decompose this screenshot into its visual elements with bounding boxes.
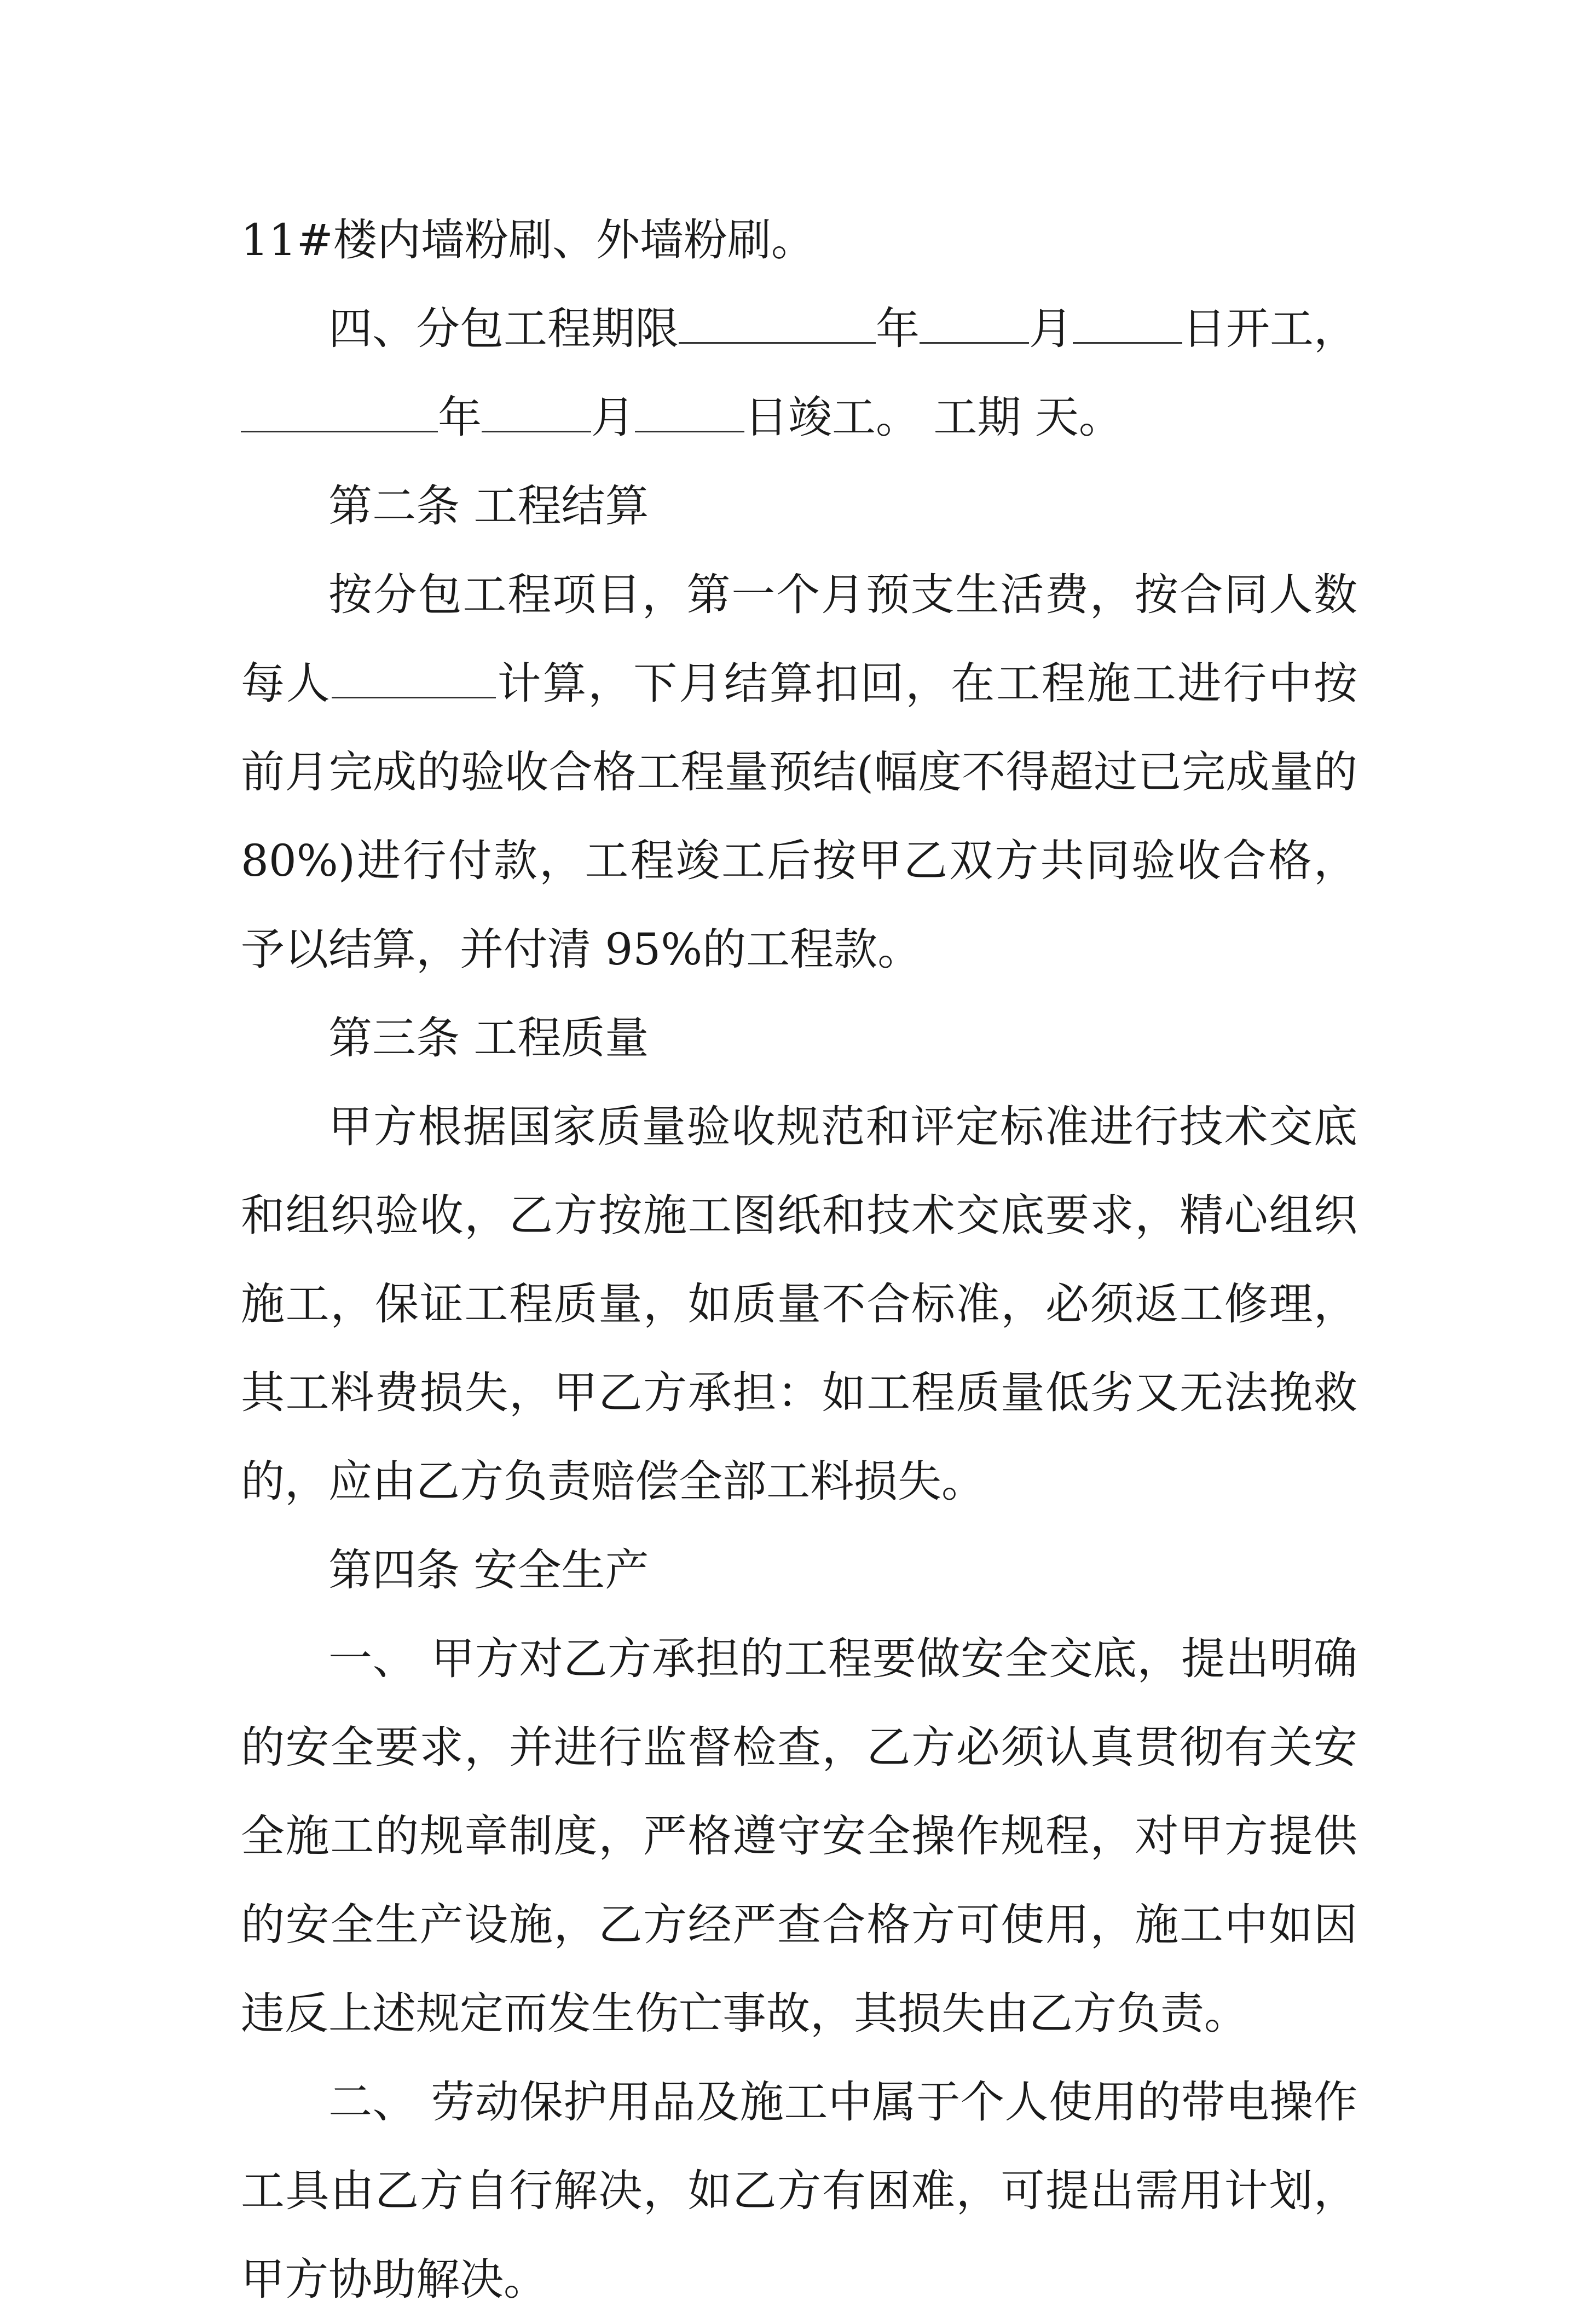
end-month-unit: 月 — [591, 392, 635, 443]
settlement-text-b: 计算，下月结算扣回，在工程施工进行中按前月完成的验收合格工程量预结(幅度不得超过已完成量的 80%)进行付款，工程竣工后按甲乙双方共同验收合格，予以结算，并付清 95%的工程款。 — [241, 658, 1358, 975]
start-year-unit: 年 — [876, 303, 920, 354]
heading-safety — [241, 1526, 1357, 1615]
paragraph-scope-line — [241, 196, 1357, 285]
duration-label: 四、分包工程期限 — [328, 303, 679, 354]
paragraph-duration — [241, 285, 1357, 462]
end-day-unit: 日竣工。 工期 天。 — [744, 392, 1123, 443]
safety-item-1-text: 一、 甲方对乙方承担的工程要做安全交底，提出明确的安全要求，并进行监督检查，乙方必须认真贯彻有关安全施工的规章制度，严格遵守安全操作规程，对甲方提供的安全生产设施，乙方经严查合格方可使用，施工中如因违反上述规定而发生伤亡事故，其损失由乙方负责。 — [241, 1633, 1357, 2039]
heading-quality — [241, 994, 1357, 1083]
safety-item-2-text: 二、 劳动保护用品及施工中属于个人使用的带电操作工具由乙方自行解决，如乙方有困难，可提出需用计划，甲方协助解决。 — [241, 2077, 1357, 2305]
per-person-amount-blank[interactable] — [332, 663, 496, 698]
end-day-blank[interactable] — [635, 397, 744, 432]
scope-text: 11#楼内墙粉刷、外墙粉刷。 — [241, 215, 815, 265]
start-month-blank[interactable] — [920, 308, 1029, 344]
paragraph-safety-2 — [241, 2058, 1357, 2324]
start-day-blank[interactable] — [1073, 308, 1182, 344]
end-year-blank[interactable] — [241, 397, 438, 432]
end-year-unit: 年 — [438, 392, 482, 443]
start-day-unit: 日开工， — [1182, 303, 1357, 354]
document-page — [241, 196, 1357, 2324]
paragraph-quality — [241, 1083, 1357, 1526]
heading-settlement — [241, 462, 1357, 551]
quality-text: 甲方根据国家质量验收规范和评定标准进行技术交底和组织验收，乙方按施工图纸和技术交底要求，精心组织施工，保证工程质量，如质量不合标准，必须返工修理，其工料费损失，甲乙方承担：如工程质量低劣又无法挽救的，应由乙方负责赔偿全部工料损失。 — [241, 1101, 1357, 1507]
start-month-unit: 月 — [1029, 303, 1073, 354]
article-3-title: 第三条 工程质量 — [328, 1013, 649, 1063]
article-2-title: 第二条 工程结算 — [328, 481, 649, 531]
start-year-blank[interactable] — [679, 308, 876, 344]
paragraph-settlement — [241, 551, 1357, 994]
settlement-text-a: 按分包工程项目，第一个月预支生活费，按合同人数每人 — [241, 569, 1357, 709]
article-4-title: 第四条 安全生产 — [328, 1545, 649, 1595]
end-month-blank[interactable] — [482, 397, 591, 432]
paragraph-safety-1 — [241, 1615, 1357, 2058]
